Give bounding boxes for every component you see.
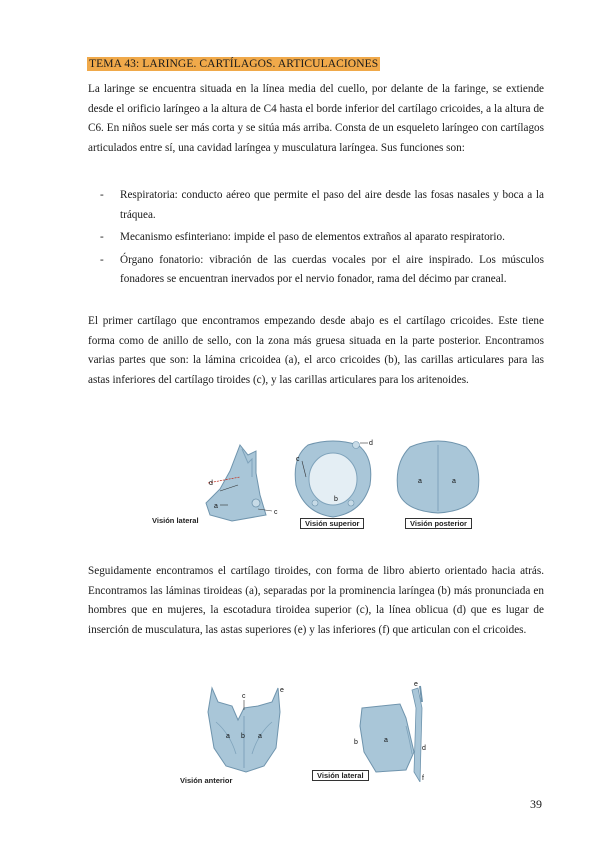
label-a: a	[258, 733, 262, 740]
list-dash: -	[100, 253, 104, 266]
list-item	[100, 251, 544, 290]
list-item	[100, 186, 544, 225]
cricoid-posterior-illustration	[397, 441, 479, 513]
label-e: e	[280, 687, 284, 694]
thyroid-anterior-illustration	[208, 687, 284, 772]
label-a: a	[384, 737, 388, 744]
list-item-text: Respiratoria: conducto aéreo que permite el paso del aire desde las fosas nasales y boca a la tráquea.	[120, 189, 544, 221]
list-dash: -	[100, 189, 104, 201]
caption-posterior: Visión posterior	[405, 518, 472, 529]
thyroid-figure	[176, 682, 446, 782]
label-b: b	[334, 496, 338, 503]
label-d: d	[209, 480, 213, 487]
label-a: a	[214, 503, 218, 510]
label-b: b	[354, 739, 358, 746]
list-item	[100, 228, 544, 248]
caption-lateral: Visión lateral	[152, 516, 199, 525]
caption-anterior: Visión anterior	[180, 776, 233, 785]
label-c: c	[274, 509, 278, 516]
tiroides-paragraph: Seguidamente encontramos el cartílago tiroides, con forma de libro abierto orientado hacia atrás. Encontramos las láminas tiroideas (a), separadas por la prominencia laríngea (b) más pronunciada en hombres que en mujeres, la escotadura tiroidea superior (c), la línea oblicua (d) que es lugar de inserción de musculatura, las astas superiores (e) y las inferiores (f) que articulan con el cricoides.	[88, 565, 544, 636]
intro-paragraph: La laringe se encuentra situada en la línea media del cuello, por delante de la faringe, se extiende desde el orificio laríngeo a la altura de C4 hasta el borde inferior del cartílago cricoides, a la altura de C6. En niños suele ser más corta y se sitúa más arriba. Consta de un esqueleto laríngeo con cartílagos articulados entre sí, una cavidad laríngea y musculatura laríngea. Sus funciones son:	[88, 83, 544, 154]
list-dash: -	[100, 231, 104, 244]
label-f: f	[422, 775, 424, 782]
section-title: TEMA 43: LARINGE. CARTÍLAGOS. ARTICULACIONES	[89, 58, 379, 70]
caption-superior: Visión superior	[300, 518, 364, 529]
label-a: a	[226, 733, 230, 740]
label-e: e	[414, 682, 418, 688]
label-d: d	[369, 440, 373, 447]
cricoid-superior-illustration	[295, 440, 373, 517]
functions-list	[100, 186, 544, 293]
thyroid-lateral-illustration	[354, 682, 426, 782]
label-c: c	[242, 693, 246, 700]
label-d: d	[422, 745, 426, 752]
cricoides-paragraph: El primer cartílago que encontramos empezando desde abajo es el cartílago cricoides. Este tiene forma como de anillo de sello, con la zona más gruesa situada en la parte posterior. Encontramos varias partes que son: la lámina cricoidea (a), el arco cricoides (b), las carillas articulares para las astas inferiores del cartílago tiroides (c), y las carillas articulares para los aritenoides.	[88, 315, 544, 386]
list-item-text: Órgano fonatorio: vibración de las cuerdas vocales por el aire inspirado. Los músculos fonadores se encuentran inervados por el nervio fonador, rama del décimo par craneal.	[120, 253, 544, 286]
page-number: 39	[530, 797, 542, 811]
label-a: a	[418, 478, 422, 485]
list-item-text: Mecanismo esfinteriano: impide el paso de elementos extraños al aparato respiratorio.	[120, 231, 505, 244]
caption-lateral: Visión lateral	[312, 770, 369, 781]
cricoid-lateral-illustration	[206, 445, 278, 521]
label-c: c	[296, 456, 300, 463]
label-a: a	[452, 478, 456, 485]
label-b: b	[241, 733, 245, 740]
